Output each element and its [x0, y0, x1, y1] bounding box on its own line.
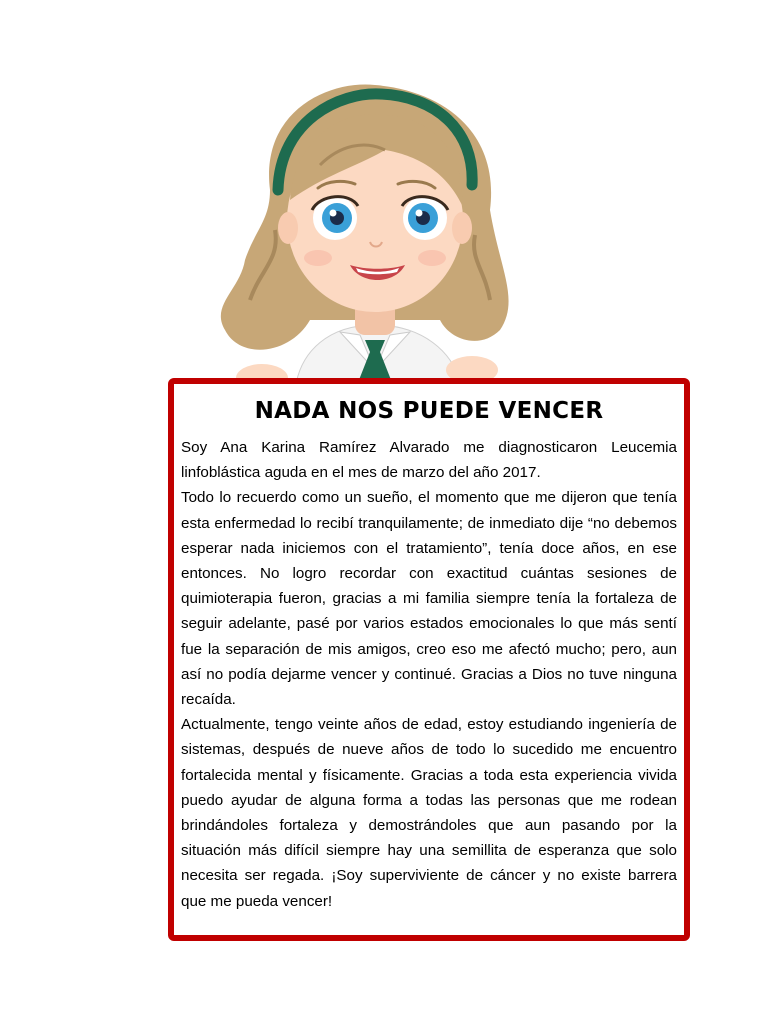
story-title: NADA NOS PUEDE VENCER	[254, 398, 604, 424]
story-paragraph-3: Actualmente, tengo veinte años de edad, estoy estudiando ingeniería de sistemas, después de nueve años de todo lo sucedido me encuentro fortalecida mental y físicamente. Gracias a toda esta experiencia vivida puedo ayudar de alguna forma a todas las personas que me rodean brindándoles fortaleza y demostrándoles que aun pasando por la situación más difícil siempre hay una semillita de esperanza que solo necesita ser regada. ¡Soy superviviente de cáncer y no existe barrera que me pueda vencer!	[181, 716, 677, 910]
girl-illustration	[200, 70, 540, 390]
story-paragraph-1: Soy Ana Karina Ramírez Alvarado me diagnosticaron Leucemia linfoblástica aguda en el mes de marzo del año 2017.	[181, 439, 677, 482]
story-content	[181, 396, 677, 914]
story-card	[168, 378, 690, 941]
story-paragraph-2: Todo lo recuerdo como un sueño, el momento que me dijeron que tenía esta enfermedad lo recibí tranquilamente; de inmediato dije “no debemos esperar nada iniciemos con el tratamiento”, tenía doce años, en ese entonces. No logro recordar con exactitud cuántas sesiones de quimioterapia fueron, gracias a mi familia siempre tenía la fortaleza de seguir adelante, pasé por varios estados emocionales lo que más sentí fue la separación de mis amigos, creo eso me afectó mucho; pero, aun así no podía dejarme vencer y continué. Gracias a Dios no tuve ninguna recaída.	[181, 489, 677, 709]
